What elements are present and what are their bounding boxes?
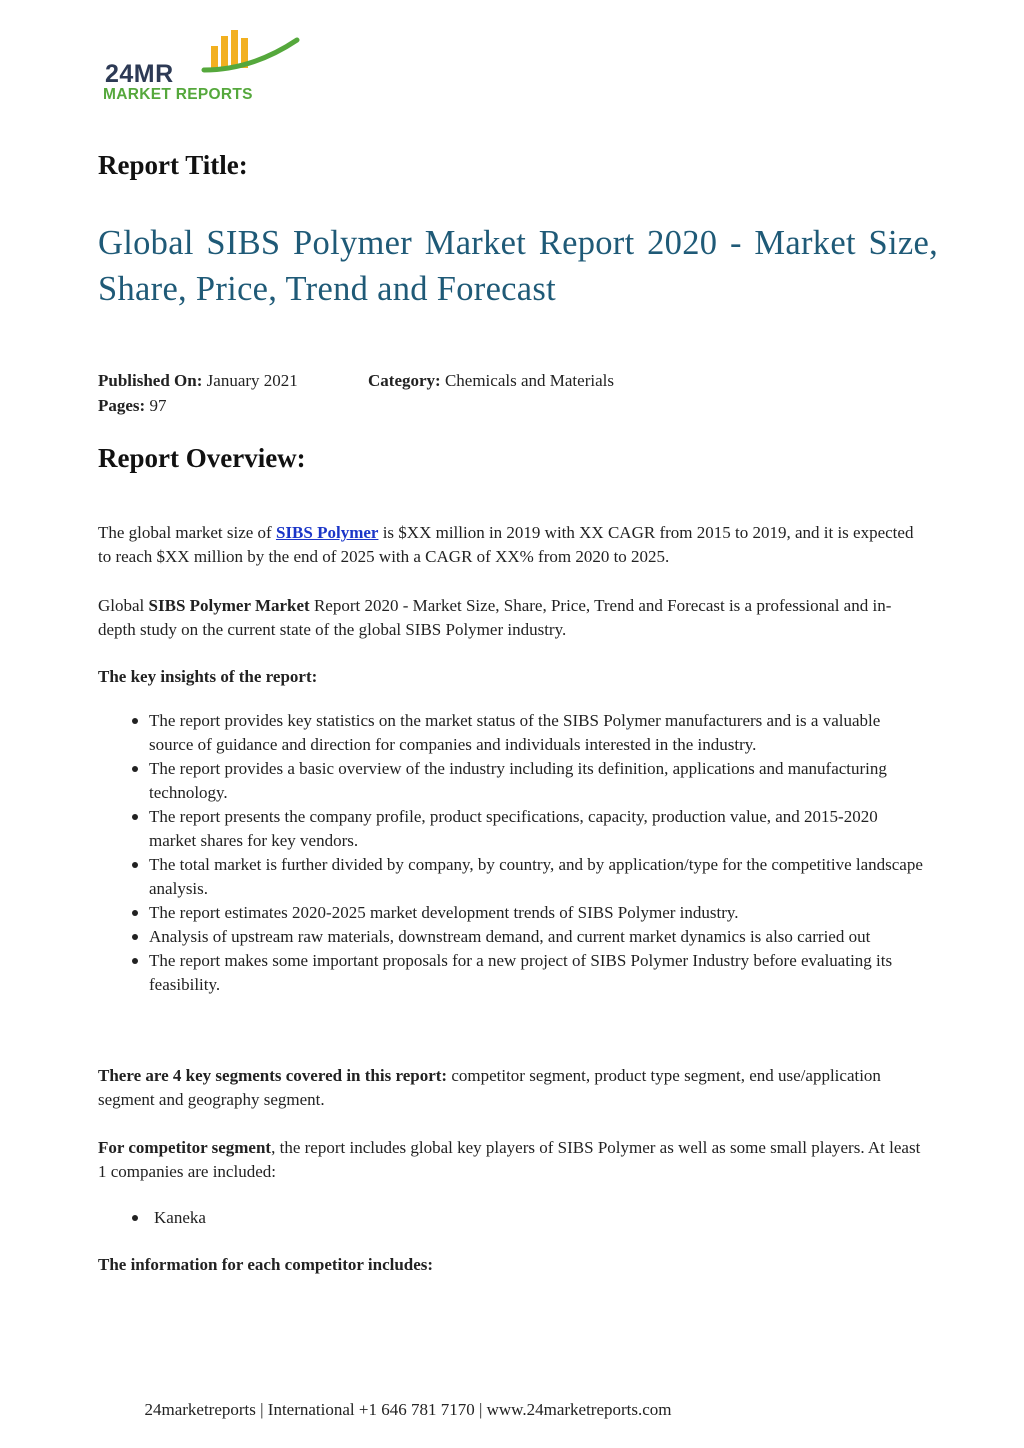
list-item (98, 925, 928, 949)
insight-text: The report presents the company profile, product specifications, capacity, production value, and 2015-2020 market shares for key vendors. (149, 807, 878, 850)
bullet-icon (132, 958, 138, 964)
overview-p2-bold: SIBS Polymer Market (148, 596, 310, 615)
insight-text: The report makes some important proposals for a new project of SIBS Polymer Industry before evaluating its feasibility. (149, 951, 893, 994)
category-value: Chemicals and Materials (444, 371, 614, 390)
report-title: Global SIBS Polymer Market Report 2020 - Market Size, Share, Price, Trend and Forecast (98, 224, 938, 308)
bullet-icon (132, 862, 138, 868)
pages-value: 97 (149, 396, 167, 415)
overview-paragraph-2 (98, 594, 928, 642)
segments-text: competitor segment, product type segment, end use/application segment and geography segment. (98, 1066, 881, 1109)
list-item (98, 805, 928, 853)
list-item (98, 901, 928, 925)
category-label: Category: (368, 371, 441, 390)
competitor-text: , the report includes global key players of SIBS Polymer as well as some small players. At least 1 companies are included: (98, 1138, 921, 1181)
overview-p1-after: is $XX million in 2019 with XX CAGR from 2015 to 2019, and it is expected to reach $XX million by the end of 2025 with a CAGR of XX% from 2020 to 2025. (98, 523, 914, 566)
overview-p2-after: Report 2020 - Market Size, Share, Price, Trend and Forecast is a professional and in-depth study on the current state of the global SIBS Polymer industry. (98, 596, 892, 639)
bullet-icon (132, 1215, 138, 1221)
report-overview-label: Report Overview: (98, 443, 306, 473)
insight-text: The report provides key statistics on the market status of the SIBS Polymer manufacturers and is a valuable source of guidance and direction for companies and individuals interested in the industry. (149, 711, 881, 754)
competitor-info-heading: The information for each competitor includes: (98, 1255, 434, 1274)
list-item (98, 853, 928, 901)
insights-list (98, 709, 928, 997)
bullet-icon (132, 814, 138, 820)
insight-text: The report provides a basic overview of the industry including its definition, applications and manufacturing technology. (149, 759, 887, 802)
insight-text: Analysis of upstream raw materials, downstream demand, and current market dynamics is also carried out (149, 927, 871, 946)
segments-paragraph (98, 1064, 928, 1112)
overview-p1-before: The global market size of (98, 523, 276, 542)
pages (98, 396, 166, 416)
logo-line-2: MARKET REPORTS (103, 86, 253, 103)
logo-line-1: 24MR (105, 60, 174, 88)
segments-bold: There are 4 key segments covered in this report: (98, 1066, 448, 1085)
list-item (98, 949, 928, 997)
competitor-bold: For competitor segment (98, 1138, 272, 1157)
published-label: Published On: (98, 371, 203, 390)
companies-list (98, 1206, 928, 1230)
report-title-label: Report Title: (98, 150, 248, 180)
sibs-polymer-link[interactable]: SIBS Polymer (275, 523, 379, 542)
company-logo (100, 28, 305, 110)
list-item (98, 1206, 928, 1230)
overview-paragraph-1 (98, 521, 928, 569)
published-value: January 2021 (206, 371, 298, 390)
category (368, 371, 614, 391)
bullet-icon (132, 766, 138, 772)
list-item (98, 709, 928, 757)
insights-heading: The key insights of the report: (98, 667, 318, 686)
bullet-icon (132, 934, 138, 940)
bullet-icon (132, 910, 138, 916)
published-on (98, 371, 298, 391)
insight-text: The report estimates 2020-2025 market development trends of SIBS Polymer industry. (149, 903, 739, 922)
insight-text: The total market is further divided by company, by country, and by application/type for the competitive landscape analysis. (149, 855, 923, 898)
overview-p2-before: Global (98, 596, 149, 615)
list-item (98, 757, 928, 805)
bullet-icon (132, 718, 138, 724)
pages-label: Pages: (98, 396, 146, 415)
page-footer: 24marketreports | International +1 646 781 7170 | www.24marketreports.com (144, 1400, 672, 1419)
company-name: Kaneka (154, 1208, 206, 1227)
competitor-paragraph (98, 1136, 928, 1184)
